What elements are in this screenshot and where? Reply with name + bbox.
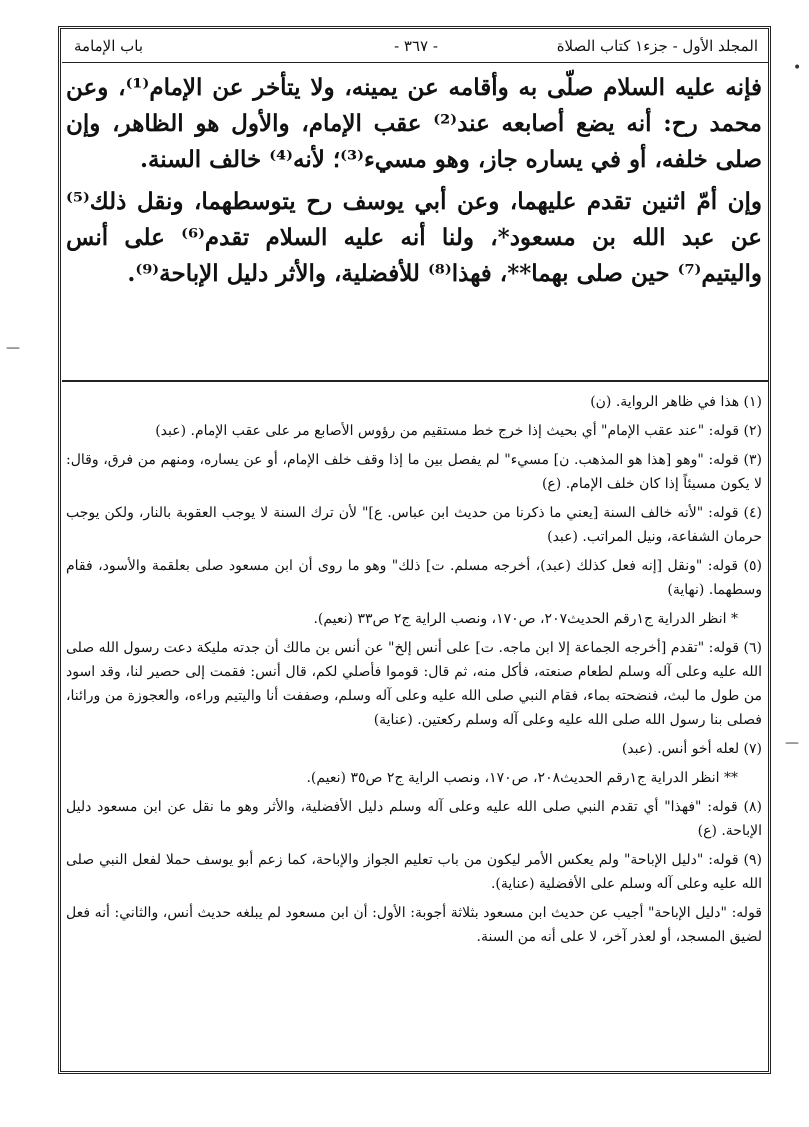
footnote: (٤) قوله: "لأنه خالف السنة [يعني ما ذكرنا من حديث ابن عباس. ع]" لأن ترك السنة لا يوجب العقوبة بالنار، ولكن يوجب حرمان الشفاعة، ونيل المراتب. (عبد) — [66, 505, 762, 545]
scan-dot-mark: • — [793, 60, 802, 76]
main-text — [66, 70, 762, 292]
header-rule — [62, 62, 768, 63]
main-paragraph: وإن أمّ اثنين تقدم عليهما، وعن أبي يوسف رح يتوسطهما، ونقل ذلك⁽⁵⁾ عن عبد الله بن مسعود*، ولنا أنه عليه السلام تقدم⁽⁶⁾ على أنس واليتيم⁽⁷⁾ حين صلى بهما**، فهذا⁽⁸⁾ للأفضلية، والأثر دليل الإباحة⁽⁹⁾. — [66, 188, 762, 287]
scan-tick-mark: — — [6, 340, 20, 356]
footnotes — [66, 390, 762, 954]
footnote: (٧) لعله أخو أنس. (عبد) — [621, 741, 762, 757]
main-paragraph: فإنه عليه السلام صلّى به وأقامه عن يمينه، ولا يتأخر عن الإمام⁽¹⁾، وعن محمد رح: أنه يضع أصابعه عند⁽²⁾ عقب الإمام، والأول هو الظاهر، وإن صلى خلفه، أو في يساره جاز، وهو مسيء⁽³⁾؛ لأنه⁽⁴⁾ خالف السنة. — [66, 74, 762, 173]
footnote-reference: * انظر الدراية ج١رقم الحديث٢٠٧، ص١٧٠، ونصب الراية ج٢ ص٣٣ (نعيم). — [313, 611, 738, 627]
footnote: (٣) قوله: "وهو [هذا هو المذهب. ن] مسيء" لم يفصل بين ما إذا وقف خلف الإمام، أو عن يساره، ومنهم من فرق، وقال: لا يكون مسيئاً إذا كان خلف الإمام. (ع) — [66, 452, 762, 492]
footnote-divider — [62, 380, 768, 382]
page-number: - ٣٦٧ - — [394, 37, 438, 55]
footnote: (٥) قوله: "ونقل [إنه فعل كذلك (عبد)، أخرجه مسلم. ت] ذلك" وهو ما روى أن ابن مسعود صلى بعلقمة والأسود، فقام وسطهما. (نهاية) — [66, 558, 762, 598]
footnote: (٢) قوله: "عند عقب الإمام" أي بحيث إذا خرج خط مستقيم من رؤوس الأصابع مر على عقب الإمام. (عبد) — [155, 423, 762, 439]
header-chapter-title: باب الإمامة — [74, 37, 144, 55]
header-volume-title: المجلد الأول - جزء١ كتاب الصلاة — [556, 37, 758, 55]
footnote-reference: ** انظر الدراية ج١رقم الحديث٢٠٨، ص١٧٠، ونصب الراية ج٢ ص٣٥ (نعيم). — [306, 770, 738, 786]
footnote: قوله: "دليل الإباحة" أجيب عن حديث ابن مسعود بثلاثة أجوبة: الأول: أن ابن مسعود لم يبلغه حديث أنس، والثاني: أنه فعل لضيق المسجد، أو لعذر آخر، لا على أنه من السنة. — [66, 905, 762, 945]
scan-tick-mark: — — [785, 735, 799, 751]
footnote: (٩) قوله: "دليل الإباحة" ولم يعكس الأمر ليكون من باب تعليم الجواز والإباحة، كما زعم أبو يوسف حملا لفعل النبي صلى الله عليه وعلى آله وسلم على الأفضلية (عناية). — [66, 852, 762, 892]
footnote: (١) هذا في ظاهر الرواية. (ن) — [590, 394, 762, 410]
footnote: (٨) قوله: "فهذا" أي تقدم النبي صلى الله عليه وعلى آله وسلم دليل الأفضلية، والأثر وهو ما نقل عن ابن مسعود دليل الإباحة. (ع) — [66, 799, 762, 839]
footnote: (٦) قوله: "تقدم [أخرجه الجماعة إلا ابن ماجه. ت] على أنس إلخ" عن أنس بن مالك أن جدته مليكة دعت رسول الله صلى الله عليه وعلى آله وسلم لطعام صنعته، فأكل منه، ثم قال: قوموا فأصلي لكم، قال أنس: فقمت إلى حصير لنا، وقد اسود من طول ما لبث، فنضحته بماء، فقام النبي صلى الله عليه وعلى آله وسلم، وصففت أنا واليتيم وراءه، والعجوزة من ورائنا، فصلى بنا رسول الله صلى الله عليه وعلى آله وسلم ركعتين. (عناية) — [66, 640, 762, 728]
running-header — [66, 33, 766, 61]
